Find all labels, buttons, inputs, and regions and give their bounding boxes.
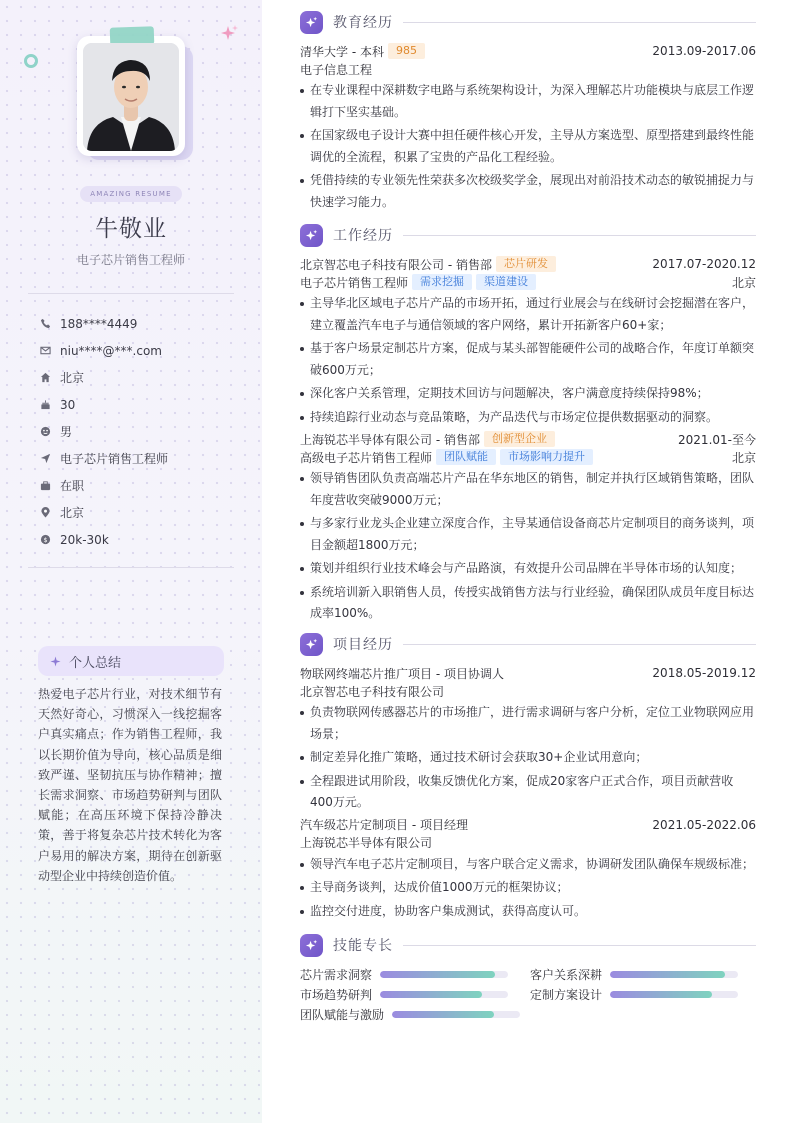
- list-item: 在国家级电子设计大赛中担任硬件核心开发，主导从方案选型、原型搭建到最终性能调优的全流程，积累了宝贵的产品化工程经验。: [300, 125, 756, 168]
- skill-tag: 渠道建设: [476, 274, 536, 290]
- contact-text: 30: [60, 397, 76, 412]
- skill-name: 客户关系深耕: [530, 967, 603, 982]
- skill-name: 定制方案设计: [530, 987, 603, 1002]
- major-name: 电子信息工程: [300, 62, 373, 77]
- company-name: 上海锐芯半导体有限公司 - 销售部: [300, 432, 480, 447]
- skill-fill: [610, 971, 725, 978]
- job-date: 2017.07-2020.12: [652, 257, 756, 271]
- project-company-line: [300, 834, 756, 852]
- company-tag: 芯片研发: [496, 256, 556, 272]
- sparkle-icon: [305, 939, 318, 952]
- skill-name: 市场趋势研判: [300, 987, 373, 1002]
- work-section: [300, 223, 756, 627]
- project-company-line: [300, 682, 756, 700]
- list-item: 基于客户场景定制芯片方案，促成与某头部智能硬件公司的战略合作，年度订单额突破600万元；: [300, 338, 756, 381]
- list-item: 领导销售团队负责高端芯片产品在华东地区的销售，制定并执行区域销售策略，团队年度营收突破9000万元；: [300, 468, 756, 511]
- job-city: 北京: [731, 450, 756, 465]
- section-divider: [403, 644, 756, 645]
- section-title: 教育经历: [333, 15, 393, 31]
- list-item: 领导汽车电子芯片定制项目，与客户联合定义需求，协调研发团队确保车规级标准；: [300, 854, 756, 876]
- briefcase-icon: [40, 480, 51, 491]
- list-item: 持续追踪行业动态与竞品策略，为产品迭代与市场定位提供数据驱动的洞察。: [300, 407, 756, 429]
- contact-status: [40, 472, 240, 499]
- contact-email: [40, 337, 240, 364]
- school-name: 清华大学 - 本科: [300, 44, 384, 59]
- skill-item: [530, 985, 756, 1003]
- mail-icon: [40, 345, 51, 356]
- job-bullets: [300, 468, 756, 625]
- sparkle-icon: [305, 229, 318, 242]
- avatar: [83, 43, 179, 151]
- skill-fill: [380, 971, 495, 978]
- skill-item: [300, 965, 530, 983]
- summary-title: 个人总结: [69, 655, 122, 671]
- company-name: 北京智芯电子科技有限公司 - 销售部: [300, 257, 492, 272]
- project-date: 2021.05-2022.06: [652, 817, 756, 832]
- skill-fill: [392, 1011, 494, 1018]
- project-header: [300, 816, 756, 834]
- list-item: 监控交付进度，协助客户集成测试，获得高度认可。: [300, 901, 756, 923]
- section-icon: [300, 11, 323, 34]
- candidate-title: 电子芯片销售工程师: [76, 253, 185, 267]
- project-name: 汽车级芯片定制项目 - 项目经理: [300, 818, 468, 832]
- skill-list: [300, 965, 756, 1023]
- skill-fill: [610, 991, 712, 998]
- contact-text: 20k-30k: [60, 532, 109, 547]
- project-company: 北京智芯电子科技有限公司: [300, 684, 445, 699]
- skill-bar: [380, 991, 508, 998]
- section-title: 工作经历: [333, 228, 393, 244]
- list-item: 系统培训新入职销售人员，传授实战销售方法与行业经验，确保团队成员年度目标达成率100%。: [300, 582, 756, 625]
- list-item: 深化客户关系管理，定期技术回访与问题解决，客户满意度持续保持98%；: [300, 383, 756, 405]
- list-item: 负责物联网传感器芯片的市场推广，进行需求调研与客户分析，定位工业物联网应用场景；: [300, 702, 756, 745]
- contact-text: 电子芯片销售工程师: [60, 452, 169, 466]
- section-divider: [403, 235, 756, 236]
- education-bullets: [300, 80, 756, 213]
- summary-text: 热爱电子芯片行业，对技术细节有天然好奇心，习惯深入一线挖掘客户真实痛点；作为销售工程师，我以长期价值为导向，核心品质是细致严谨、坚韧抗压与协作精神；擅长需求洞察、市场趋势研判与团队赋能；在高压环境下保持冷静决策，善于将复杂芯片技术转化为客户易用的解决方案，期待在创新驱动型企业中持续创造价值。: [38, 687, 222, 883]
- education-header: [300, 42, 756, 60]
- sparkle-icon: [219, 24, 239, 44]
- contact-phone: [40, 310, 240, 337]
- projects-section: [300, 632, 756, 924]
- contact-age: [40, 391, 240, 418]
- send-icon: [40, 453, 51, 464]
- section-icon: [300, 934, 323, 957]
- contact-text: 北京: [60, 371, 85, 385]
- list-item: 与多家行业龙头企业建立深度合作，主导某通信设备商芯片定制项目的商务谈判，项目金额超1800万元；: [300, 513, 756, 556]
- skill-bar: [610, 991, 738, 998]
- contact-text: 188****4449: [60, 316, 138, 331]
- skill-item: [300, 985, 530, 1003]
- profile-photo: [77, 36, 193, 162]
- project-bullets: [300, 702, 756, 814]
- skill-bar: [380, 971, 508, 978]
- job-header: [300, 255, 756, 273]
- job-role-line: [300, 273, 756, 291]
- section-title: 项目经历: [333, 637, 393, 653]
- sparkle-icon: [305, 16, 318, 29]
- home-icon: [40, 372, 51, 383]
- project-bullets: [300, 854, 756, 923]
- school-tag: 985: [388, 43, 425, 59]
- section-divider: [403, 22, 756, 23]
- job-role: 高级电子芯片销售工程师: [300, 450, 433, 465]
- job-entry: [300, 255, 756, 428]
- skill-tag: 团队赋能: [436, 449, 496, 465]
- job-date: 2021.01-至今: [678, 432, 756, 447]
- company-tag: 创新型企业: [484, 431, 555, 447]
- gender-icon: [40, 426, 51, 437]
- project-date: 2018.05-2019.12: [652, 666, 756, 680]
- contact-location: [40, 499, 240, 526]
- project-header: [300, 664, 756, 682]
- skill-name: 芯片需求洞察: [300, 967, 373, 982]
- section-icon: [300, 224, 323, 247]
- skill-item: [300, 1005, 530, 1023]
- candidate-name: 牛敬业: [95, 216, 167, 242]
- svg-text:$: $: [43, 535, 48, 544]
- sidebar-divider: [28, 567, 234, 568]
- job-city: 北京: [731, 275, 756, 290]
- contact-list: [40, 310, 240, 553]
- summary-heading: [38, 646, 224, 676]
- skill-bar: [392, 1011, 520, 1018]
- skill-item: [530, 965, 756, 983]
- section-icon: [300, 633, 323, 656]
- section-divider: [403, 945, 756, 946]
- money-icon: [40, 534, 51, 545]
- job-header: [300, 430, 756, 448]
- list-item: 策划并组织行业技术峰会与产品路演，有效提升公司品牌在半导体市场的认知度；: [300, 558, 756, 580]
- sparkle-icon: [305, 638, 318, 651]
- cake-icon: [40, 399, 51, 410]
- skill-tag: 市场影响力提升: [500, 449, 593, 465]
- contact-home: [40, 364, 240, 391]
- job-bullets: [300, 293, 756, 428]
- list-item: 全程跟进试用阶段，收集反馈优化方案，促成20家客户正式合作，项目贡献营收400万元。: [300, 771, 756, 814]
- contact-position: [40, 445, 240, 472]
- location-icon: [40, 507, 51, 518]
- project-name: 物联网终端芯片推广项目 - 项目协调人: [300, 666, 504, 681]
- skill-bar: [610, 971, 738, 978]
- project-entry: [300, 664, 756, 814]
- sparkle-icon: [50, 656, 61, 667]
- job-entry: [300, 430, 756, 625]
- project-company: 上海锐芯半导体有限公司: [300, 836, 433, 850]
- sidebar: [0, 0, 262, 1123]
- section-title: 技能专长: [333, 938, 393, 954]
- sidebar-divider: [28, 293, 234, 294]
- contact-text: niu****@***.com: [60, 343, 162, 358]
- skill-tag: 需求挖掘: [412, 274, 472, 290]
- resume-badge: AMAZING RESUME: [80, 186, 182, 202]
- education-major: [300, 60, 756, 78]
- skill-fill: [380, 991, 482, 998]
- job-role-line: [300, 448, 756, 466]
- list-item: 凭借持续的专业领先性荣获多次校级奖学金，展现出对前沿技术动态的敏锐捕捉力与快速学习能力。: [300, 170, 756, 213]
- job-role: 电子芯片销售工程师: [300, 275, 409, 290]
- education-date: 2013.09-2017.06: [652, 44, 756, 58]
- education-section: [300, 10, 756, 215]
- contact-gender: [40, 418, 240, 445]
- contact-text: 北京: [60, 506, 85, 520]
- contact-text: 在职: [60, 479, 85, 493]
- list-item: 制定差异化推广策略，通过技术研讨会获取30+企业试用意向；: [300, 747, 756, 769]
- skills-section: [300, 933, 756, 1023]
- list-item: 主导商务谈判，达成价值1000万元的框架协议；: [300, 877, 756, 899]
- skill-name: 团队赋能与激励: [300, 1007, 385, 1022]
- list-item: 在专业课程中深耕数字电路与系统架构设计，为深入理解芯片功能模块与底层工作逻辑打下坚实基础。: [300, 80, 756, 123]
- project-entry: [300, 816, 756, 923]
- phone-icon: [40, 318, 51, 329]
- ring-decoration: [24, 54, 38, 68]
- list-item: 主导华北区域电子芯片产品的市场开拓，通过行业展会与在线研讨会挖掘潜在客户，建立覆盖汽车电子与通信领域的客户网络，累计开拓新客户60+家；: [300, 293, 756, 336]
- contact-salary: [40, 526, 240, 553]
- contact-text: 男: [60, 425, 73, 439]
